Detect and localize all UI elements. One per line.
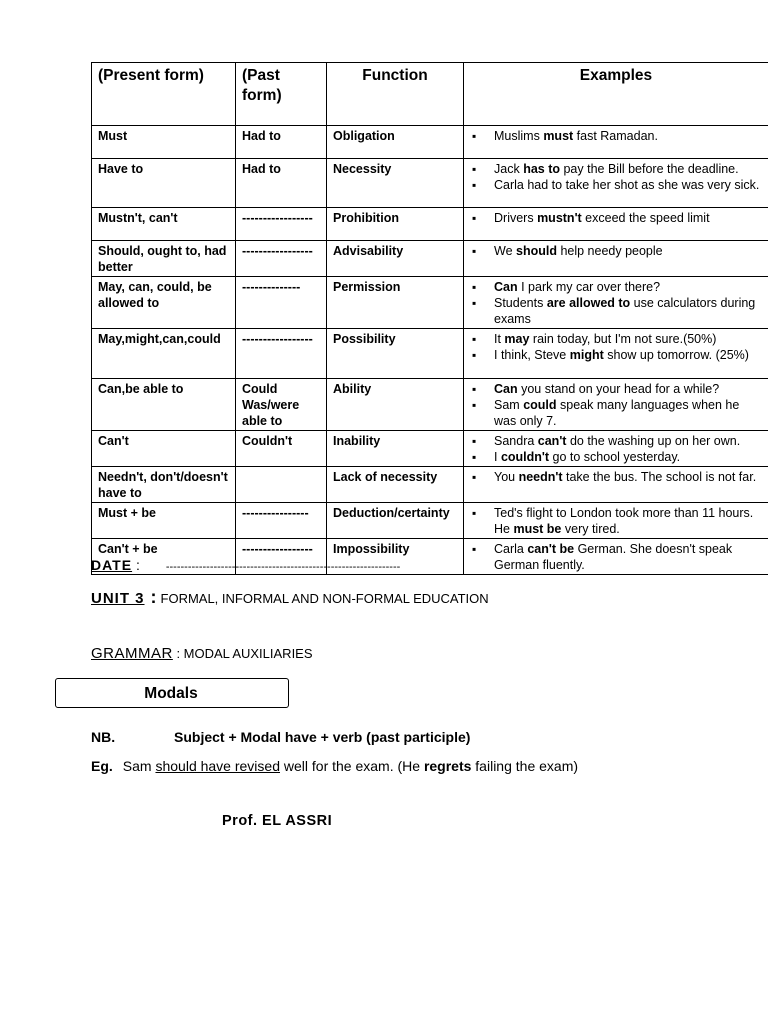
examples-cell [464, 467, 768, 503]
example-item [494, 433, 762, 449]
grammar-label: GRAMMAR [91, 645, 173, 662]
example-item [494, 295, 762, 327]
example-item [494, 331, 762, 347]
eg-pre: Sam [122, 758, 156, 774]
eg-post: failing the exam) [471, 758, 579, 774]
table-row [92, 431, 768, 467]
past-form-cell: ----------------- [236, 208, 327, 241]
present-form-cell: Mustn't, can't [92, 208, 236, 241]
example-item [494, 279, 762, 295]
function-cell: Prohibition [327, 208, 464, 241]
date-blank: ---------------------------------------------------------------- [165, 561, 401, 573]
example-text: German. She doesn't speak German fluently. [494, 542, 733, 572]
examples-cell [464, 159, 768, 208]
example-text: I think, Steve [494, 348, 570, 362]
table-row [92, 329, 768, 379]
present-form-cell: Can,be able to [92, 379, 236, 431]
present-form-cell: Can't [92, 431, 236, 467]
examples-cell [464, 503, 768, 539]
present-form-cell: Have to [92, 159, 236, 208]
present-form-cell: Should, ought to, had better [92, 241, 236, 277]
modals-table [91, 62, 768, 575]
example-item [494, 347, 762, 363]
modal-highlight: might [569, 348, 604, 362]
present-form-cell: May,might,can,could [92, 329, 236, 379]
modal-highlight: must be [513, 522, 562, 536]
header-examples: Examples [464, 63, 768, 126]
example-item [494, 541, 762, 573]
example-text: very tired. [561, 522, 620, 536]
function-cell: Impossibility [327, 539, 464, 575]
example-item [494, 505, 762, 537]
examples-cell [464, 277, 768, 329]
modal-highlight: needn't [518, 470, 563, 484]
example-item [494, 397, 762, 429]
example-item [494, 381, 762, 397]
example-text: rain today, but I'm not sure.(50%) [529, 332, 717, 346]
header-function: Function [327, 63, 464, 126]
unit-heading [91, 587, 489, 608]
function-cell: Ability [327, 379, 464, 431]
example-item [494, 177, 762, 193]
example-text: exceed the speed limit [581, 211, 710, 225]
examples-cell [464, 539, 768, 575]
nb-label: NB. [91, 729, 116, 745]
eg-underlined: should have revised [155, 758, 280, 774]
date-line [91, 557, 400, 573]
example-text: Carla [494, 542, 528, 556]
function-cell: Inability [327, 431, 464, 467]
modal-highlight: has to [523, 162, 560, 176]
modal-highlight: mustn't [537, 211, 582, 225]
example-text: Drivers [494, 211, 538, 225]
example-text: We [494, 244, 516, 258]
modal-highlight: could [523, 398, 557, 412]
header-past-form: (Past form) [236, 63, 327, 126]
examples-list [470, 381, 762, 429]
past-form-cell: ----------------- [236, 329, 327, 379]
examples-list [470, 541, 762, 573]
function-cell: Obligation [327, 126, 464, 159]
examples-cell [464, 379, 768, 431]
examples-list [470, 161, 762, 193]
past-form-cell: Could Was/were able to [236, 379, 327, 431]
past-form-cell: Couldn't [236, 431, 327, 467]
examples-cell [464, 208, 768, 241]
example-text: use calculators during exams [494, 296, 756, 326]
example-text: You [494, 470, 519, 484]
examples-list [470, 210, 762, 226]
example-text: Muslims [494, 129, 544, 143]
function-cell: Advisability [327, 241, 464, 277]
example-sentence [91, 758, 578, 774]
example-text: Ted's flight to London took more than 11 hours. He [494, 506, 754, 536]
author-name: Prof. EL ASSRI [222, 813, 333, 829]
examples-list [470, 505, 762, 537]
examples-cell [464, 126, 768, 159]
table-row [92, 503, 768, 539]
example-item [494, 449, 762, 465]
present-form-cell: Must + be [92, 503, 236, 539]
modal-highlight: can't be [527, 542, 575, 556]
function-cell: Permission [327, 277, 464, 329]
modal-highlight: are allowed to [546, 296, 631, 310]
example-text: Sandra [494, 434, 538, 448]
eg-mid: well for the exam. (He [280, 758, 424, 774]
unit-colon: : [150, 587, 157, 607]
example-text: Jack [494, 162, 524, 176]
grammar-topic: : MODAL AUXILIARIES [172, 646, 313, 661]
function-cell: Deduction/certainty [327, 503, 464, 539]
examples-list [470, 331, 762, 363]
table-row [92, 126, 768, 159]
past-form-cell: Had to [236, 159, 327, 208]
modal-highlight: Can [494, 382, 518, 396]
modal-highlight: couldn't [500, 450, 550, 464]
nb-formula: Subject + Modal have + verb (past participle) [174, 729, 471, 745]
present-form-cell: May, can, could, be allowed to [92, 277, 236, 329]
past-form-cell: ----------------- [236, 539, 327, 575]
eg-label: Eg. [91, 758, 113, 774]
example-text: take the bus. The school is not far. [562, 470, 757, 484]
past-form-cell: ----------------- [236, 241, 327, 277]
date-separator: : [132, 557, 140, 573]
present-form-cell: Can't + be [92, 539, 236, 575]
example-text: It [494, 332, 505, 346]
examples-list [470, 469, 762, 485]
past-form-cell: -------------- [236, 277, 327, 329]
example-text: Students [494, 296, 547, 310]
past-form-cell: Had to [236, 126, 327, 159]
table-row [92, 241, 768, 277]
function-cell: Lack of necessity [327, 467, 464, 503]
example-text: show up tomorrow. (25%) [603, 348, 749, 362]
example-item [494, 210, 762, 226]
example-item [494, 469, 762, 485]
modal-highlight: must [543, 129, 574, 143]
present-form-cell: Needn't, don't/doesn't have to [92, 467, 236, 503]
examples-cell [464, 241, 768, 277]
modal-highlight: should [516, 244, 557, 258]
table-row [92, 159, 768, 208]
examples-list [470, 243, 762, 259]
table-row [92, 208, 768, 241]
modal-highlight: may [504, 332, 530, 346]
eg-bold: regrets [423, 758, 472, 774]
header-present-form: (Present form) [92, 63, 236, 126]
example-text: you stand on your head for a while? [517, 382, 720, 396]
table-row [92, 379, 768, 431]
example-text: Sam [494, 398, 524, 412]
past-form-cell [236, 467, 327, 503]
examples-list [470, 433, 762, 465]
table-row [92, 467, 768, 503]
table-header-row [92, 63, 768, 126]
unit-title: FORMAL, INFORMAL AND NON-FORMAL EDUCATION [160, 591, 489, 606]
table-row [92, 277, 768, 329]
past-form-cell: ---------------- [236, 503, 327, 539]
examples-list [470, 279, 762, 327]
grammar-heading [91, 645, 313, 662]
date-label: DATE [91, 557, 133, 573]
example-item [494, 161, 762, 177]
example-text: I [494, 450, 501, 464]
examples-cell [464, 431, 768, 467]
modals-title-box: Modals [55, 678, 289, 708]
example-text: Carla had to take her shot as she was very sick. [494, 178, 760, 192]
function-cell: Necessity [327, 159, 464, 208]
modal-highlight: can't [537, 434, 567, 448]
examples-cell [464, 329, 768, 379]
example-text: I park my car over there? [517, 280, 661, 294]
modal-highlight: Can [494, 280, 518, 294]
unit-label: UNIT 3 [91, 590, 145, 607]
present-form-cell: Must [92, 126, 236, 159]
function-cell: Possibility [327, 329, 464, 379]
example-text: help needy people [556, 244, 663, 258]
examples-list [470, 128, 762, 144]
example-text: pay the Bill before the deadline. [560, 162, 739, 176]
example-item [494, 128, 762, 144]
example-text: go to school yesterday. [549, 450, 681, 464]
example-text: fast Ramadan. [573, 129, 658, 143]
example-text: speak many languages when he was only 7. [494, 398, 740, 428]
example-item [494, 243, 762, 259]
example-text: do the washing up on her own. [566, 434, 741, 448]
